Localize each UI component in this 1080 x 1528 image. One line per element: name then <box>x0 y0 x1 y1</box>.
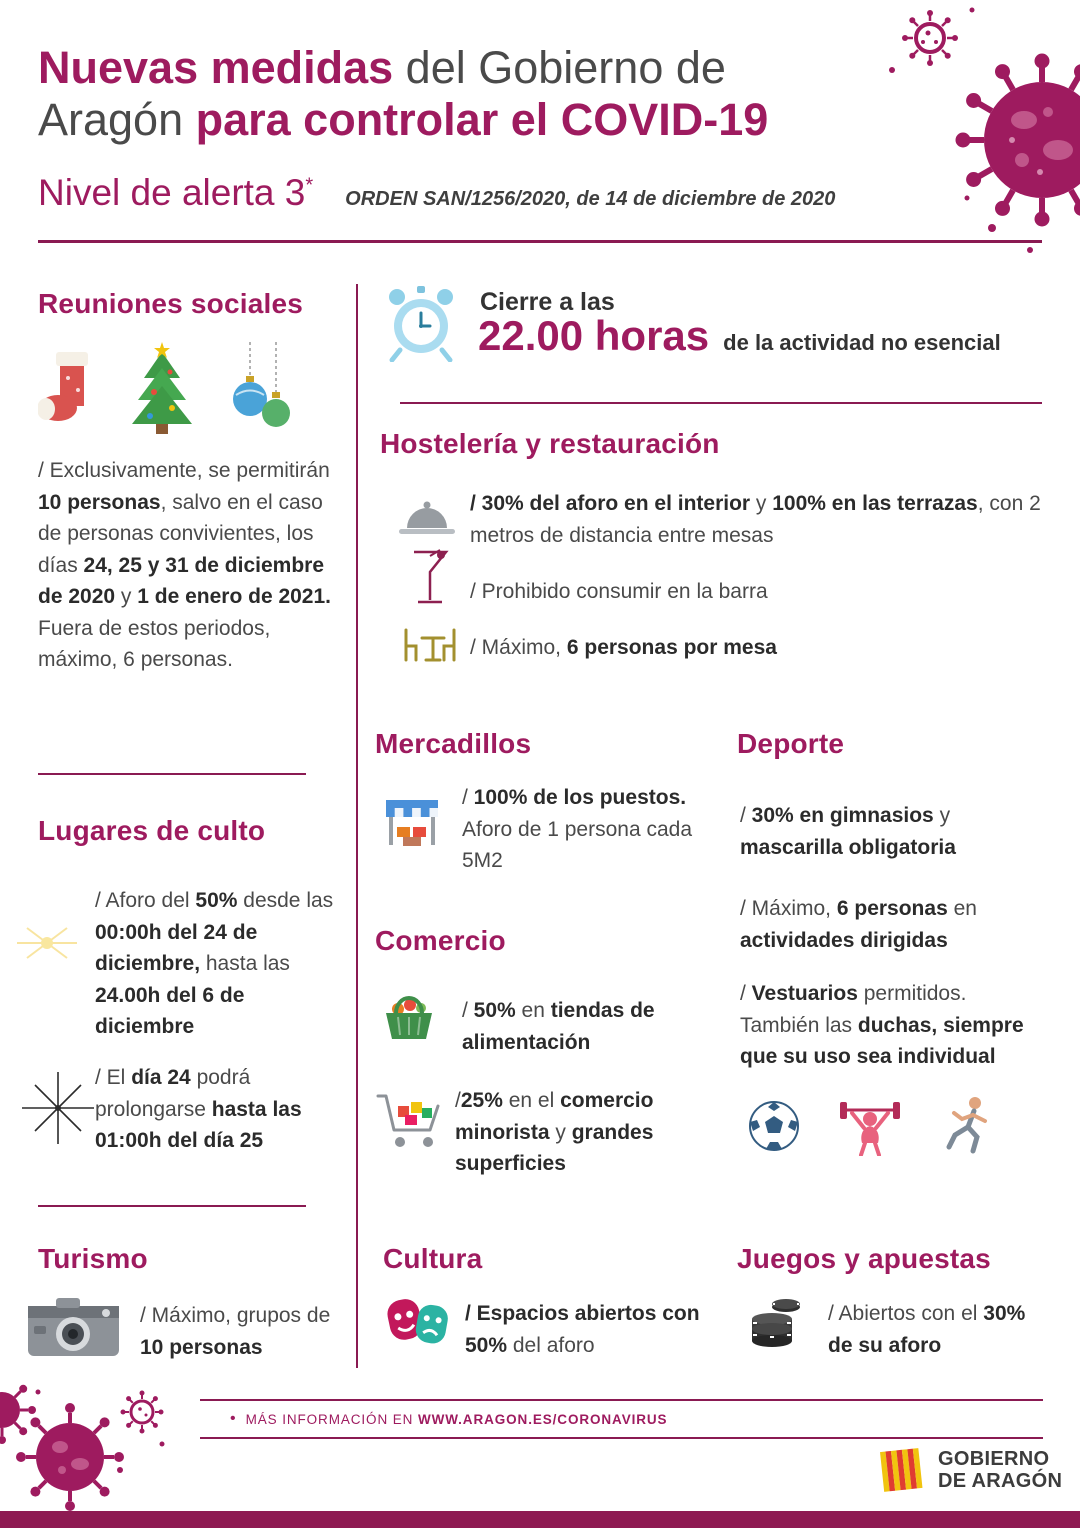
banner-suffix: de la actividad no esencial <box>723 330 1001 355</box>
page-title-line2: Aragón para controlar el COVID-19 <box>38 94 769 146</box>
coronavirus-illustration-top <box>872 0 1080 278</box>
section-heading-juegos: Juegos y apuestas <box>737 1243 991 1274</box>
table-chairs-icon <box>398 624 462 666</box>
footer-bullet: • <box>230 1410 236 1427</box>
cloche-icon <box>398 494 456 540</box>
left-divider-2 <box>38 1205 306 1207</box>
soccer-ball-icon <box>748 1100 800 1152</box>
hosteleria-item3-text: / Máximo, 6 personas por mesa <box>470 636 777 659</box>
bottom-bar <box>0 1511 1080 1528</box>
star-icon <box>22 1072 94 1144</box>
aragon-flag-icon <box>876 1444 926 1496</box>
logo-line1: GOBIERNO <box>938 1447 1050 1470</box>
alert-asterisk: * <box>305 174 314 197</box>
footer-info-prefix: MÁS INFORMACIÓN EN <box>245 1411 418 1427</box>
gobierno-aragon-logo <box>876 1444 1062 1496</box>
footer-info-link[interactable]: WWW.ARAGON.ES/CORONAVIRUS <box>417 1411 668 1427</box>
section-heading-reuniones: Reuniones sociales <box>38 288 304 319</box>
section-heading-turismo: Turismo <box>38 1243 148 1274</box>
mercadillos-text: / 100% de los puestos. Aforo de 1 persona cada 5M2 <box>462 786 692 872</box>
light-glow-icon <box>12 918 82 968</box>
section-heading-comercio: Comercio <box>375 925 506 956</box>
culto-item1-text: / Aforo del 50% desde las 00:00h del 24 de diciembre, hasta las 24.00h del 6 de diciembre <box>95 889 334 1038</box>
alarm-clock-icon <box>382 282 460 362</box>
market-stall-icon <box>383 792 441 850</box>
section-heading-cultura: Cultura <box>383 1243 483 1274</box>
juegos-text: / Abiertos con el 30% de su aforo <box>828 1302 1026 1357</box>
poker-chips-icon <box>748 1295 804 1349</box>
turismo-text: / Máximo, grupos de 10 personas <box>140 1304 331 1359</box>
section-heading-mercadillos: Mercadillos <box>375 728 532 759</box>
comercio-item2-text: /25% en el comercio minorista y grandes superficies <box>455 1089 654 1175</box>
camera-icon <box>26 1294 121 1360</box>
section-heading-hosteleria: Hostelería y restauración <box>380 428 720 459</box>
vertical-divider <box>356 284 358 1368</box>
cultura-text: / Espacios abiertos con 50% del aforo <box>465 1302 700 1357</box>
alert-row <box>38 172 938 214</box>
footer-info-box <box>200 1399 1043 1439</box>
deporte-item2-text: / Máximo, 6 personas en actividades dirigidas <box>740 897 977 952</box>
deporte-item3-text: / Vestuarios permitidos. También las duchas, siempre que su uso sea individual <box>740 982 1024 1068</box>
order-reference: ORDEN SAN/1256/2020, de 14 de diciembre de 2020 <box>345 188 836 210</box>
grocery-basket-icon <box>378 985 440 1047</box>
alert-level: Nivel de alerta 3* <box>38 172 314 213</box>
comercio-item1-text: / 50% en tiendas de alimentación <box>462 999 655 1054</box>
theater-masks-icon <box>383 1293 453 1351</box>
christmas-icons-row <box>38 342 296 434</box>
header-divider <box>38 240 1042 243</box>
cocktail-icon <box>408 546 452 610</box>
sports-icons-row <box>748 1095 996 1157</box>
hosteleria-item1-text: / 30% del aforo en el interior y 100% en las terrazas, con 2 metros de distancia entre mesas <box>470 492 1041 547</box>
running-icon <box>940 1095 996 1157</box>
culto-item2-text: / El día 24 podrá prolongarse hasta las 01:00h del día 25 <box>95 1066 302 1152</box>
reuniones-text: / Exclusivamente, se permitirán 10 personas, salvo en el caso de personas convivientes, los días 24, 25 y 31 de diciembre de 2020 y 1 de enero de 2021. Fuera de estos periodos, máximo, 6 personas. <box>38 459 332 671</box>
logo-text <box>938 1448 1062 1493</box>
christmas-stocking-icon <box>38 346 100 434</box>
ornaments-icon <box>224 342 296 434</box>
hosteleria-item2-text: / Prohibido consumir en la barra <box>470 580 768 603</box>
logo-line2: DE ARAGÓN <box>938 1470 1063 1492</box>
banner-line1: Cierre a las <box>480 288 615 316</box>
page-title-line1: Nuevas medidas del Gobierno de <box>38 42 726 93</box>
footer-info-text <box>246 1412 668 1427</box>
left-divider-1 <box>38 773 306 775</box>
section-heading-culto: Lugares de culto <box>38 815 266 846</box>
banner-time-row <box>478 312 1038 360</box>
shopping-cart-icon <box>374 1088 446 1152</box>
page-title <box>38 42 898 146</box>
section-heading-deporte: Deporte <box>737 728 845 759</box>
banner-time: 22.00 horas <box>478 312 710 359</box>
banner-divider <box>400 402 1042 404</box>
weightlifting-icon <box>838 1096 902 1156</box>
deporte-item1-text: / 30% en gimnasios y mascarilla obligatoria <box>740 804 956 859</box>
coronavirus-illustration-bottom <box>0 1382 185 1512</box>
christmas-tree-icon <box>122 342 202 434</box>
